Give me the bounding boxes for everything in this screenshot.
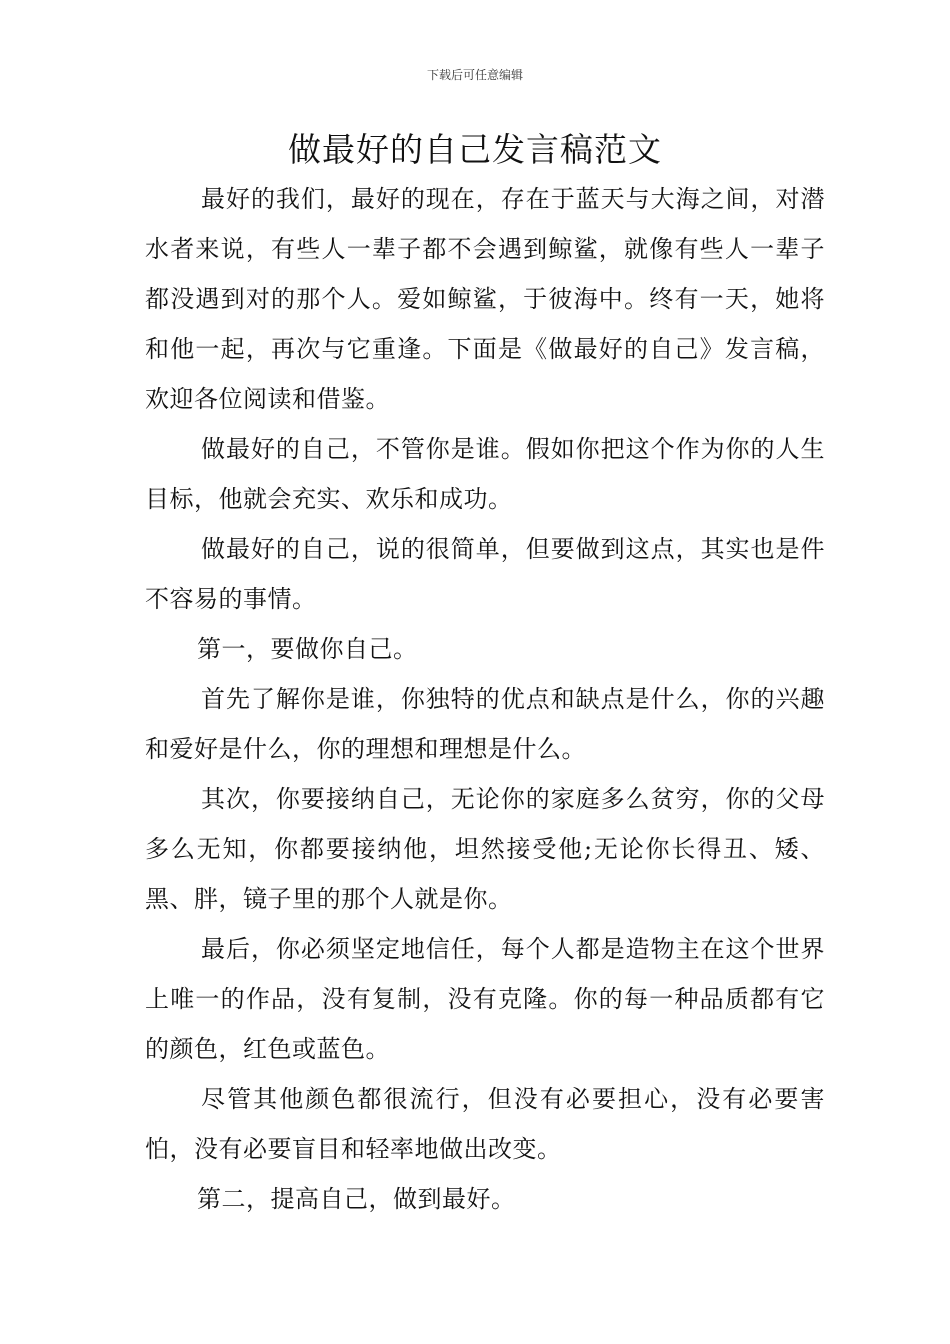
paragraph-no-change: 尽管其他颜色都很流行，但没有必要担心，没有必要害怕，没有必要盲目和轻率地做出改变。 [145,1085,825,1163]
document-body [145,174,825,1224]
paragraph-accept-yourself: 其次，你要接纳自己，无论你的家庭多么贫穷，你的父母多么无知，你都要接纳他，坦然接受他;无论你长得丑、矮、黑、胖，镜子里的那个人就是你。 [145,785,825,913]
paragraph-be-best-self: 做最好的自己，不管你是谁。假如你把这个作为你的人生目标，他就会充实、欢乐和成功。 [145,435,825,513]
header-note: 下载后可任意编辑 [426,68,523,82]
paragraph-intro: 最好的我们，最好的现在，存在于蓝天与大海之间，对潜水者来说，有些人一辈子都不会遇到鲸鲨，就像有些人一辈子都没遇到对的那个人。爱如鲸鲨，于彼海中。终有一天，她将和他一起，再次与它重逢。下面是《做最好的自己》发言稿，欢迎各位阅读和借鉴。 [145,185,825,413]
paragraph-second-point: 第二，提高自己，做到最好。 [197,1185,516,1213]
paragraph-believe: 最后，你必须坚定地信任，每个人都是造物主在这个世界上唯一的作品，没有复制，没有克隆。你的每一种品质都有它的颜色，红色或蓝色。 [145,935,825,1063]
paragraph-first-point: 第一，要做你自己。 [197,635,418,663]
document-title: 做最好的自己发言稿范文 [288,130,662,169]
paragraph-know-yourself: 首先了解你是谁，你独特的优点和缺点是什么，你的兴趣和爱好是什么，你的理想和理想是什么。 [145,685,825,763]
paragraph-not-easy: 做最好的自己，说的很简单，但要做到这点，其实也是件不容易的事情。 [145,535,825,613]
